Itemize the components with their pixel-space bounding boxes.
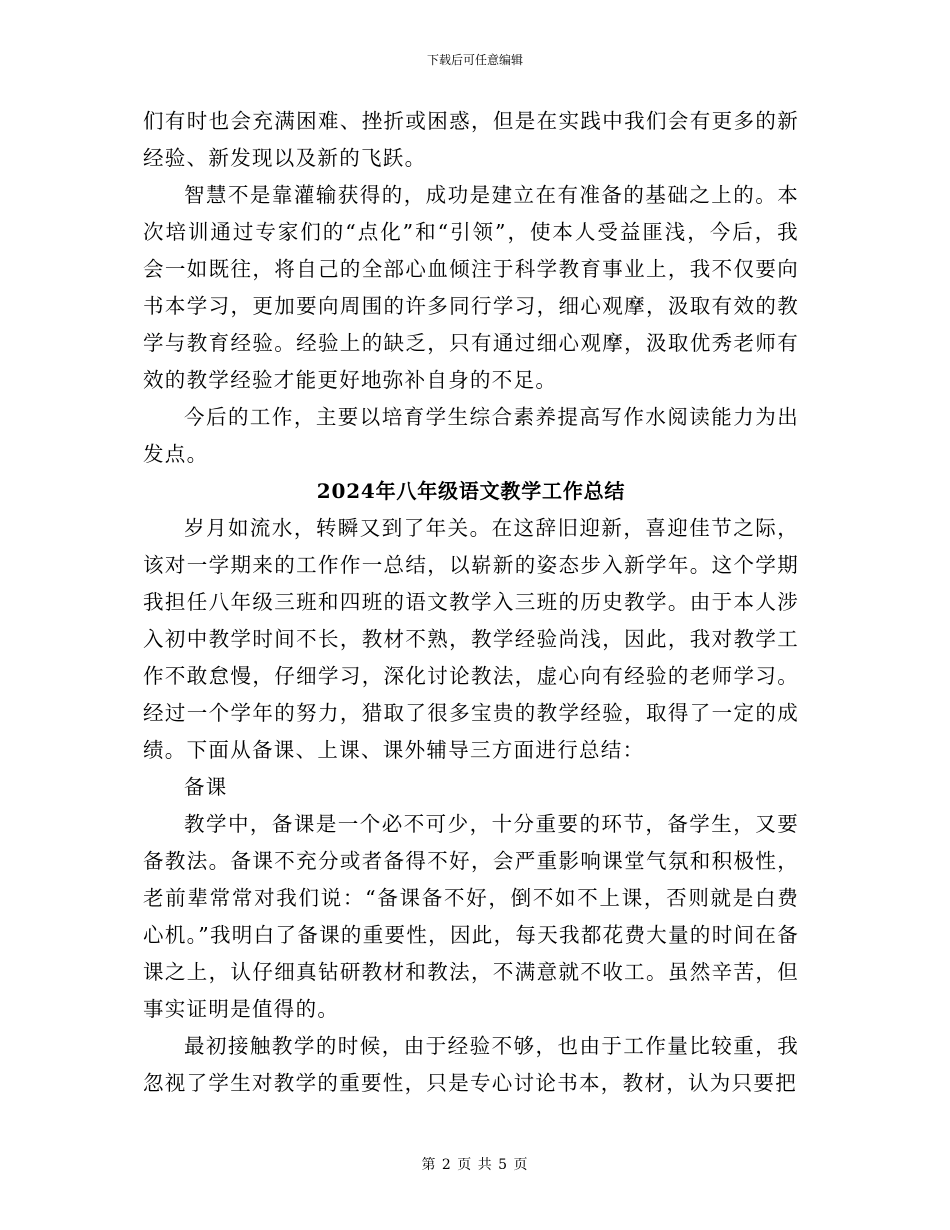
- paragraph-initial-teaching: 最初接触教学的时候，由于经验不够，也由于工作量比较重，我忽视了学生对教学的重要性，只是专心讨论书本，教材，认为只要把: [143, 1034, 799, 1095]
- paragraph-wisdom: 智慧不是靠灌输获得的，成功是建立在有准备的基础之上的。本次培训通过专家们的“点化”和“引领”，使本人受益匪浅，今后，我会一如既往，将自己的全部心血倾注于科学教育事业上，我不仅要向书本学习，更加要向周围的许多同行学习，细心观摩，汲取有效的教学与教育经验。经验上的缺乏，只有通过细心观摩，汲取优秀老师有效的教学经验才能更好地弥补自身的不足。: [143, 183, 799, 392]
- paragraph-lesson-prep: 教学中，备课是一个必不可少，十分重要的环节，备学生，又要备教法。备课不充分或者备得不好，会严重影响课堂气氛和积极性，老前辈常常对我们说：“备课备不好，倒不如不上课，否则就是白费心机。”我明白了备课的重要性，因此，每天我都花费大量的时间在备课之上，认仔细真钻研教材和教法，不满意就不收工。虽然辛苦，但事实证明是值得的。: [143, 812, 799, 1021]
- page-footer: 第 2 页 共 5 页: [421, 1157, 529, 1173]
- document-body: [143, 103, 799, 1102]
- subheading-lesson-prep: 备课: [184, 775, 228, 799]
- paragraph-continuation: 们有时也会充满困难、挫折或困惑，但是在实践中我们会有更多的新经验、新发现以及新的飞跃。: [143, 109, 799, 170]
- paragraph-future-work: 今后的工作，主要以培育学生综合素养提高写作水阅读能力为出发点。: [143, 405, 799, 466]
- section-title: 2024年八年级语文教学工作总结: [316, 479, 626, 503]
- page-header: 下载后可任意编辑: [426, 53, 523, 67]
- paragraph-intro: 岁月如流水，转瞬又到了年关。在这辞旧迎新，喜迎佳节之际，该对一学期来的工作作一总结，以崭新的姿态步入新学年。这个学期我担任八年级三班和四班的语文教学入三班的历史教学。由于本人涉入初中教学时间不长，教材不熟，教学经验尚浅，因此，我对教学工作不敢怠慢，仔细学习，深化讨论教法，虚心向有经验的老师学习。经过一个学年的努力，猎取了很多宝贵的教学经验，取得了一定的成绩。下面从备课、上课、课外辅导三方面进行总结：: [143, 516, 799, 762]
